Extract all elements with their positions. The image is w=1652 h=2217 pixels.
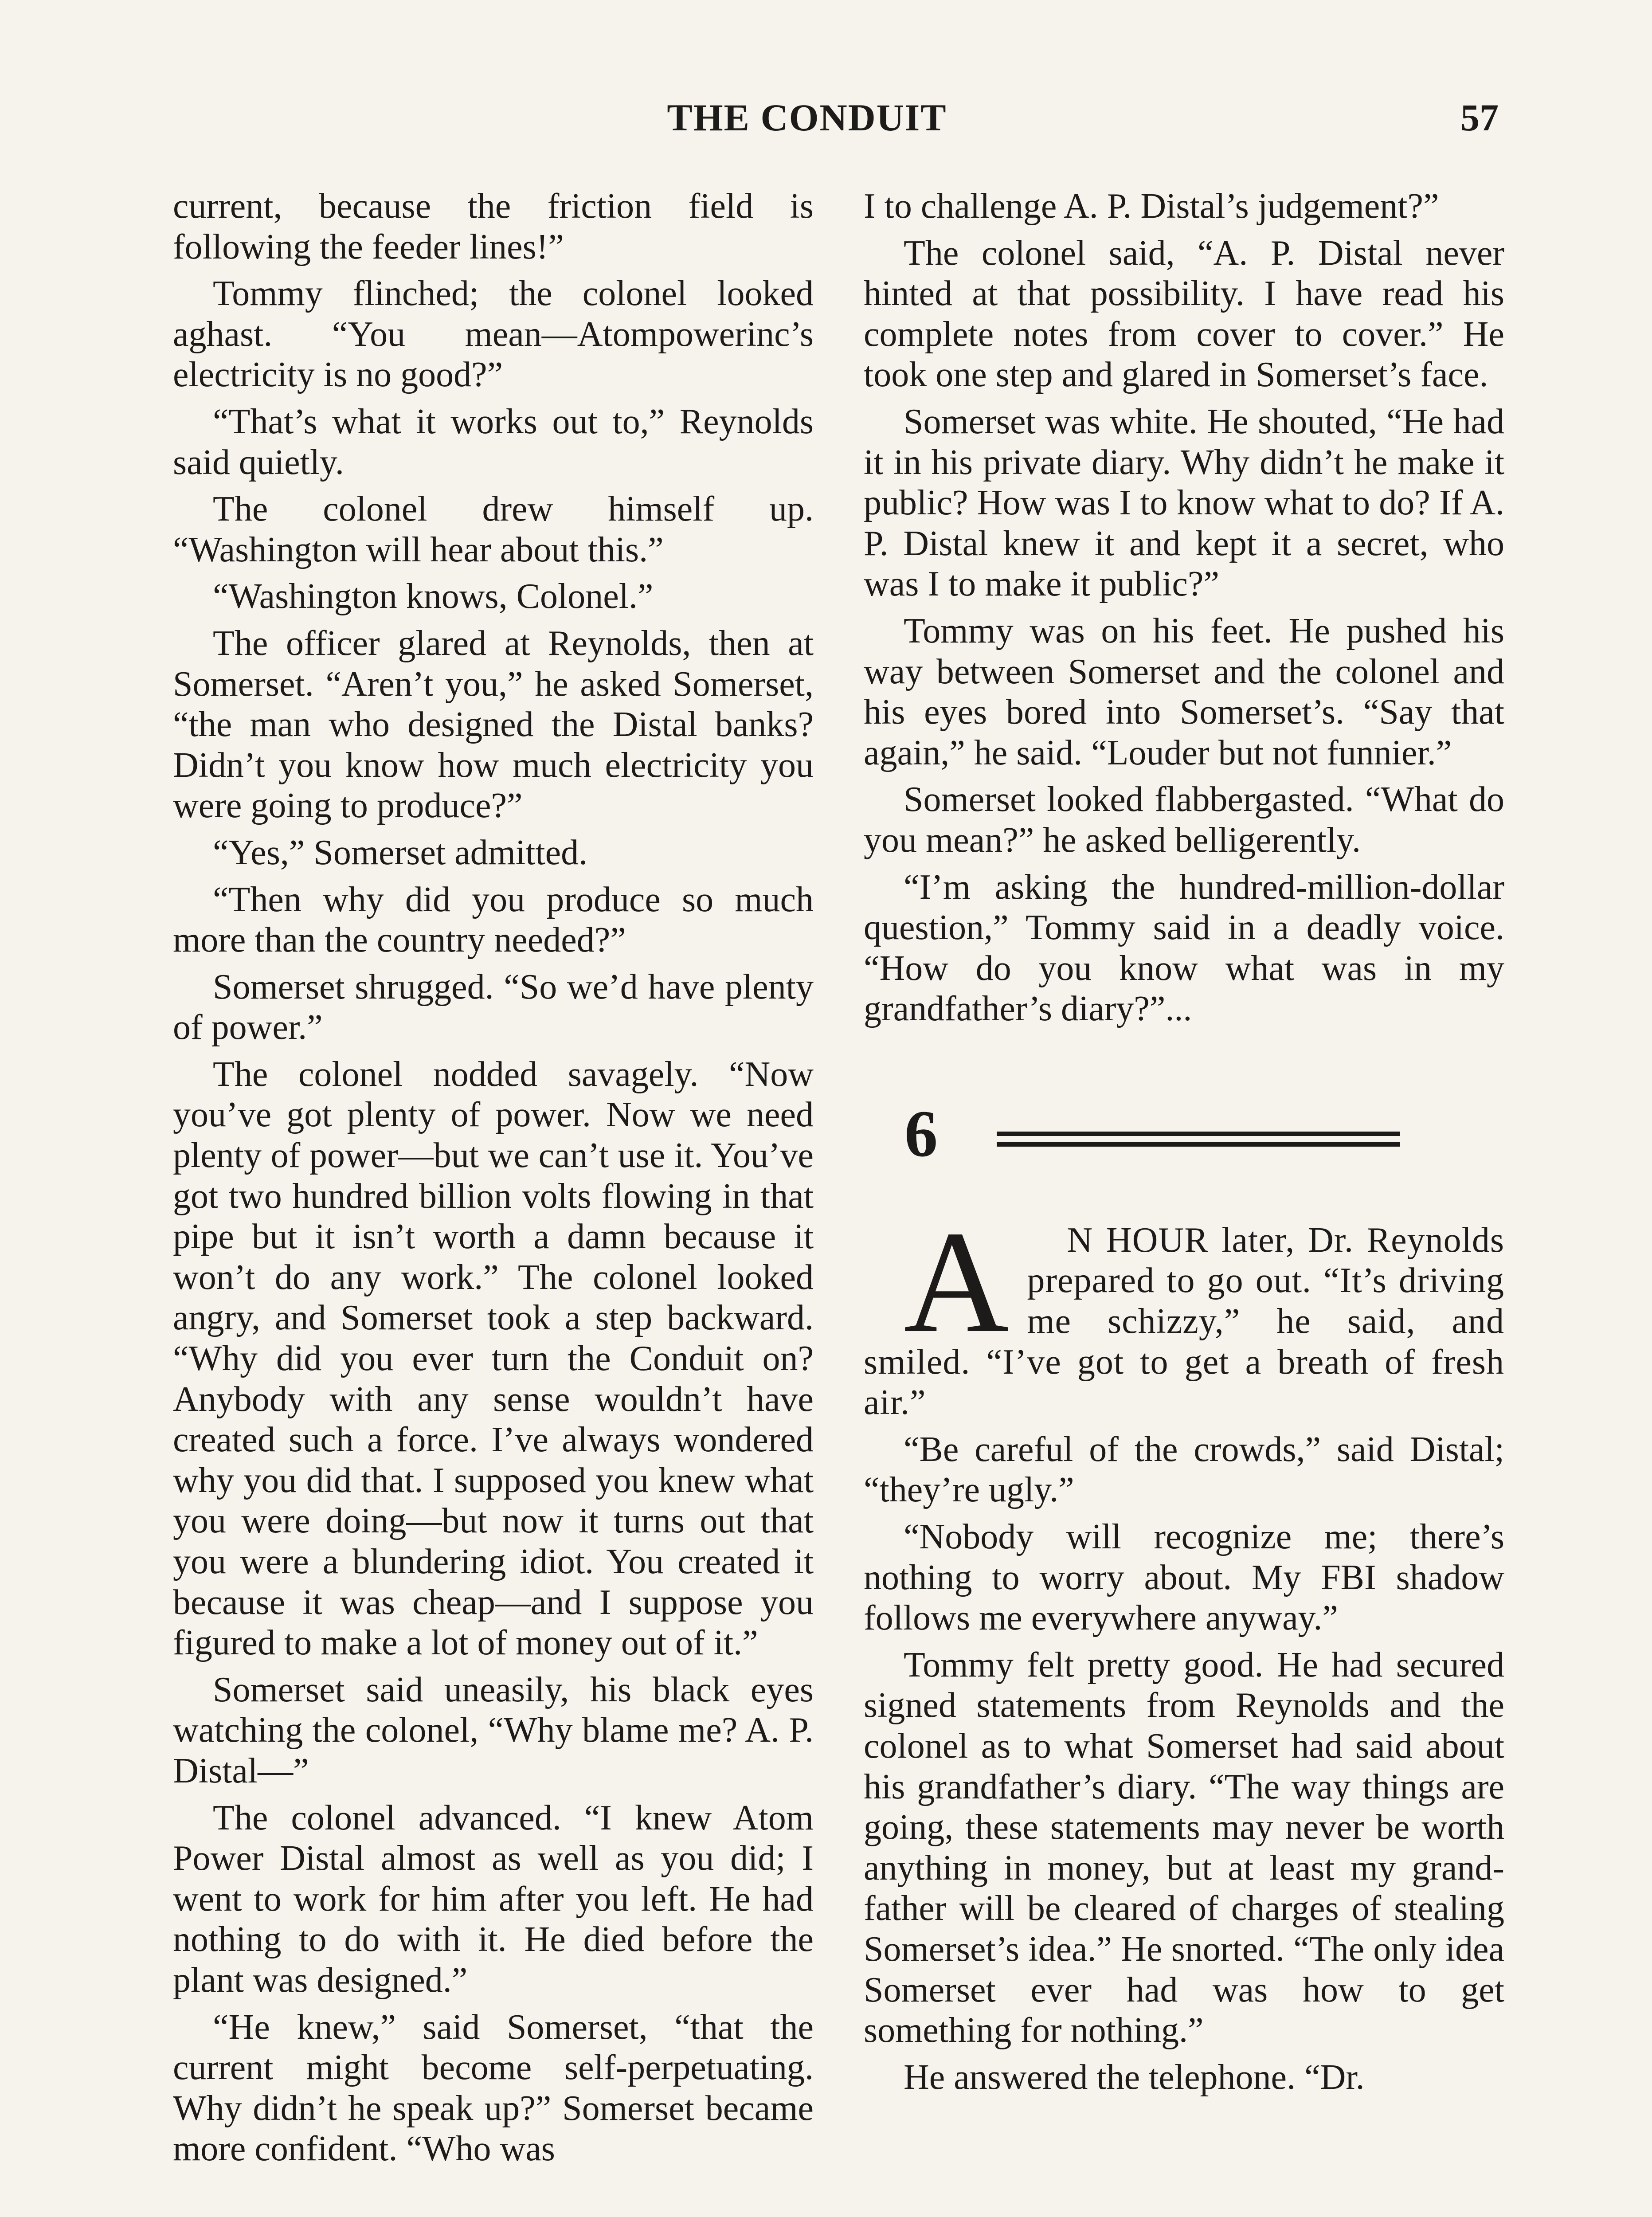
section-heading	[864, 1096, 1504, 1203]
paragraph: The colonel nodded savagely. “Now you’ve got plenty of power. Now we need plenty of power—but we can’t use it. You’ve got two hundred billion volts flowing in that pipe but it isn’t worth a damn because it won’t do any work.” The colonel looked angry, and Somerset took a step backward. “Why did you ever turn the Conduit on? Anybody with any sense wouldn’t have created such a force. I’ve always wondered why you did that. I supposed you knew what you were doing—but now it turns out that you were a blundering idiot. You created it because it was cheap—and I suppose you figured to make a lot of money out of it.”	[173, 1054, 814, 1663]
paragraph: Tommy felt pretty good. He had secured signed statements from Reynolds and the colonel as to what Somerset had said about his grandfather’s diary. “The way things are going, these statements may never be worth anything in money, but at least my grandfather will be cleared of charges of stealing Somerset’s idea.” He snorted. “The only idea Somerset ever had was how to get something for nothing.”	[864, 1645, 1504, 2050]
paragraph: “Washington knows, Colonel.”	[213, 577, 654, 616]
paragraph: “He knew,” said Somerset, “that the current might become self-perpetuating. Why didn’t he speak up?” Somerset became more confident. “Who was	[173, 2007, 814, 2169]
paragraph: The colonel drew himself up. “Washington will hear about this.”	[173, 490, 814, 569]
left-column	[173, 186, 814, 2176]
paragraph: Somerset shrugged. “So we’d have plenty of power.”	[173, 967, 814, 1047]
paragraph: The officer glared at Reynolds, then at Somerset. “Aren’t you,” he asked Somerset, “the man who designed the Distal banks? Didn’t you know how much electricity you were going to produce?”	[173, 623, 814, 826]
paragraph: The colonel said, “A. P. Distal never hinted at that possibility. I have read his complete notes from cover to cover.” He took one step and glared in Somerset’s face.	[864, 233, 1504, 395]
paragraph: Somerset said uneasily, his black eyes watching the colonel, “Why blame me? A. P. Distal—”	[173, 1670, 814, 1790]
right-column	[864, 186, 1504, 2104]
paragraph: “That’s what it works out to,” Reynolds said quietly.	[173, 402, 814, 482]
paragraph: Tommy flinched; the colonel looked aghast. “You mean—Atompowerinc’s electricity is no good?”	[173, 274, 814, 395]
paragraph: The colonel advanced. “I knew Atom Power Distal almost as well as you did; I went to work for him after you left. He had nothing to do with it. He died before the plant was designed.”	[173, 1798, 814, 2000]
paragraph: Somerset looked flabbergasted. “What do you mean?” he asked belligerently.	[864, 780, 1504, 860]
section-number: 6	[904, 1097, 938, 1171]
running-header-title: THE CONDUIT	[667, 96, 947, 139]
drop-cap: A	[904, 1201, 1010, 1363]
paragraph: “Be careful of the crowds,” said Distal; “they’re ugly.”	[864, 1430, 1504, 1510]
paragraph: “Then why did you produce so much more than the country needed?”	[173, 880, 814, 960]
paragraph: I to challenge A. P. Distal’s judgement?”	[864, 187, 1439, 226]
paragraph: Somerset was white. He shouted, “He had it in his private diary. Why didn’t he make it public? How was I to know what to do? If A. P. Distal knew it and kept it a secret, who was I to make it public?”	[864, 402, 1504, 604]
paragraph: He answered the telephone. “Dr.	[904, 2057, 1365, 2097]
page-number: 57	[1460, 96, 1499, 139]
section-opening-paragraph	[864, 1201, 1504, 1423]
paragraph: “I’m asking the hundred-million-dollar question,” Tommy said in a deadly voice. “How do you know what was in my grandfather’s diary?”...	[864, 867, 1504, 1029]
paragraph: Tommy was on his feet. He pushed his way between Somerset and the colonel and his eyes bored into Somerset’s. “Say that again,” he said. “Louder but not funnier.”	[864, 611, 1504, 772]
paragraph: “Nobody will recognize me; there’s nothing to worry about. My FBI shadow follows me everywhere anyway.”	[864, 1517, 1504, 1638]
opening-text: N HOUR later, Dr. Reynolds prepared to go out. “It’s driving me schizzy,” he said, and smiled. “I’ve got to get a breath of fresh air.”	[864, 1220, 1504, 1422]
section-double-rule	[997, 1132, 1400, 1149]
paragraph: current, because the friction field is following the feeder lines!”	[173, 187, 814, 266]
paragraph: “Yes,” Somerset admitted.	[213, 833, 588, 872]
